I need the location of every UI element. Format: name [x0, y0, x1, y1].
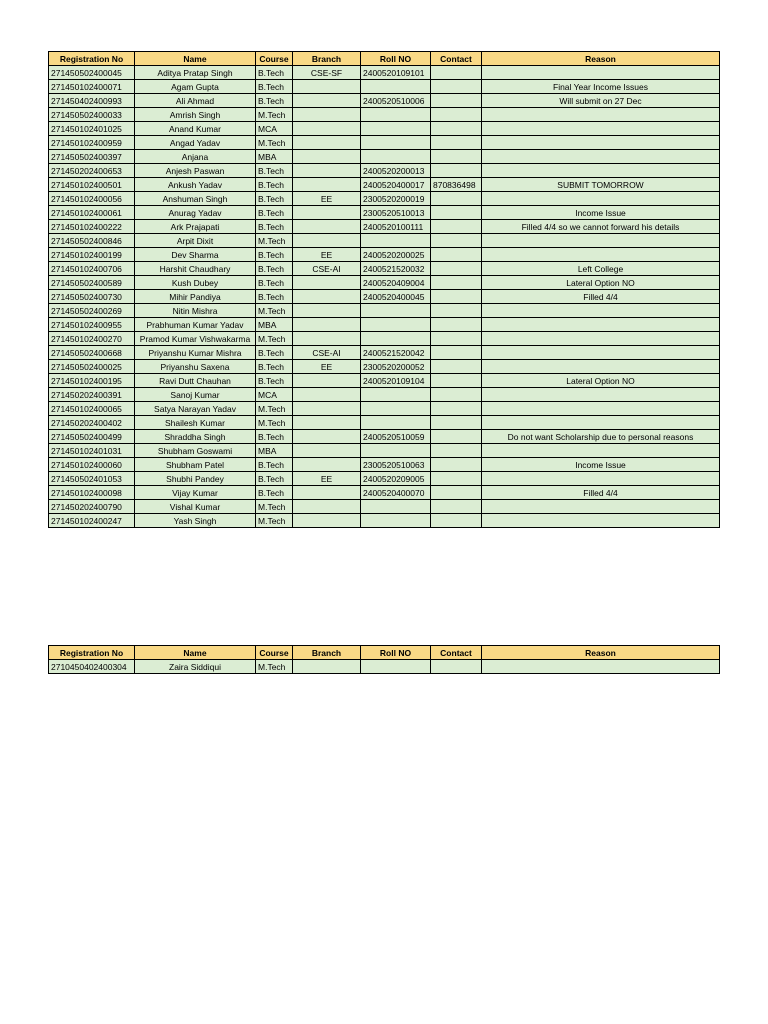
- cell-contact: [431, 458, 482, 472]
- table-row: [49, 262, 720, 276]
- cell-registration-no: 271450102400955: [49, 318, 135, 332]
- cell-contact: [431, 402, 482, 416]
- cell-registration-no: 271450102400222: [49, 220, 135, 234]
- cell-registration-no: 271450502400025: [49, 360, 135, 374]
- header-reason: Reason: [482, 52, 720, 66]
- table-row: [49, 150, 720, 164]
- cell-registration-no: 271450102400060: [49, 458, 135, 472]
- cell-name: Ankush Yadav: [135, 178, 256, 192]
- cell-reason: [482, 150, 720, 164]
- cell-name: Nitin Mishra: [135, 304, 256, 318]
- table-row: [49, 178, 720, 192]
- cell-registration-no: 271450202400790: [49, 500, 135, 514]
- cell-roll-no: 2400520510006: [361, 94, 431, 108]
- cell-roll-no: [361, 108, 431, 122]
- table-row: [49, 108, 720, 122]
- cell-reason: [482, 66, 720, 80]
- cell-branch: [293, 514, 361, 528]
- table-row: [49, 248, 720, 262]
- cell-name: Anjesh Paswan: [135, 164, 256, 178]
- cell-roll-no: [361, 332, 431, 346]
- cell-name: Shraddha Singh: [135, 430, 256, 444]
- cell-registration-no: 271450102400270: [49, 332, 135, 346]
- cell-branch: EE: [293, 360, 361, 374]
- cell-reason: Final Year Income Issues: [482, 80, 720, 94]
- cell-roll-no: 2400520200013: [361, 164, 431, 178]
- cell-course: B.Tech: [256, 430, 293, 444]
- cell-registration-no: 271450102400959: [49, 136, 135, 150]
- cell-name: Angad Yadav: [135, 136, 256, 150]
- cell-branch: [293, 500, 361, 514]
- table-row: [49, 276, 720, 290]
- cell-name: Prabhuman Kumar Yadav: [135, 318, 256, 332]
- cell-roll-no: 2400520510059: [361, 430, 431, 444]
- cell-course: M.Tech: [256, 500, 293, 514]
- header-name: Name: [135, 646, 256, 660]
- cell-reason: Will submit on 27 Dec: [482, 94, 720, 108]
- cell-registration-no: 271450102400195: [49, 374, 135, 388]
- cell-registration-no: 271450502400033: [49, 108, 135, 122]
- table-row: [49, 332, 720, 346]
- cell-name: Ali Ahmad: [135, 94, 256, 108]
- cell-registration-no: 271450102401031: [49, 444, 135, 458]
- cell-branch: [293, 660, 361, 674]
- cell-course: B.Tech: [256, 360, 293, 374]
- cell-course: MBA: [256, 150, 293, 164]
- cell-course: M.Tech: [256, 660, 293, 674]
- cell-roll-no: [361, 318, 431, 332]
- cell-roll-no: 2400520100111: [361, 220, 431, 234]
- table-row: [49, 304, 720, 318]
- cell-branch: [293, 164, 361, 178]
- cell-course: B.Tech: [256, 248, 293, 262]
- cell-reason: [482, 108, 720, 122]
- cell-registration-no: 271450502400730: [49, 290, 135, 304]
- cell-contact: [431, 486, 482, 500]
- table-row: [49, 430, 720, 444]
- table-row: [49, 80, 720, 94]
- cell-name: Mihir Pandiya: [135, 290, 256, 304]
- cell-reason: Income Issue: [482, 458, 720, 472]
- cell-roll-no: 2400521520042: [361, 346, 431, 360]
- cell-course: M.Tech: [256, 108, 293, 122]
- cell-branch: [293, 304, 361, 318]
- header-reason: Reason: [482, 646, 720, 660]
- cell-reason: Lateral Option NO: [482, 276, 720, 290]
- cell-branch: CSE-SF: [293, 66, 361, 80]
- cell-reason: [482, 500, 720, 514]
- cell-roll-no: 2400520209005: [361, 472, 431, 486]
- cell-branch: CSE-AI: [293, 346, 361, 360]
- table-row: [49, 444, 720, 458]
- cell-contact: [431, 192, 482, 206]
- cell-registration-no: 271450102400061: [49, 206, 135, 220]
- cell-contact: [431, 234, 482, 248]
- cell-contact: [431, 374, 482, 388]
- cell-branch: [293, 486, 361, 500]
- table-body: [49, 660, 720, 674]
- cell-course: MCA: [256, 388, 293, 402]
- cell-course: M.Tech: [256, 514, 293, 528]
- table-row: [49, 220, 720, 234]
- cell-name: Anjana: [135, 150, 256, 164]
- cell-name: Anurag Yadav: [135, 206, 256, 220]
- cell-contact: [431, 122, 482, 136]
- cell-contact: [431, 472, 482, 486]
- cell-reason: [482, 304, 720, 318]
- cell-branch: [293, 332, 361, 346]
- cell-roll-no: [361, 136, 431, 150]
- cell-course: B.Tech: [256, 374, 293, 388]
- cell-roll-no: 2300520200052: [361, 360, 431, 374]
- header-roll-no: Roll NO: [361, 52, 431, 66]
- cell-name: Anshuman Singh: [135, 192, 256, 206]
- cell-registration-no: 271450102400071: [49, 80, 135, 94]
- cell-registration-no: 271450202400402: [49, 416, 135, 430]
- cell-roll-no: [361, 122, 431, 136]
- cell-reason: Filled 4/4: [482, 486, 720, 500]
- cell-course: B.Tech: [256, 486, 293, 500]
- table-row: [49, 66, 720, 80]
- cell-name: Kush Dubey: [135, 276, 256, 290]
- cell-course: M.Tech: [256, 416, 293, 430]
- cell-registration-no: 271450502400589: [49, 276, 135, 290]
- cell-reason: [482, 402, 720, 416]
- header-contact: Contact: [431, 52, 482, 66]
- table-header-row: [49, 646, 720, 660]
- header-contact: Contact: [431, 646, 482, 660]
- cell-contact: [431, 304, 482, 318]
- cell-course: B.Tech: [256, 262, 293, 276]
- cell-reason: [482, 248, 720, 262]
- cell-branch: [293, 220, 361, 234]
- cell-name: Shubhi Pandey: [135, 472, 256, 486]
- table-row: [49, 388, 720, 402]
- cell-course: MBA: [256, 444, 293, 458]
- table-row: [49, 402, 720, 416]
- cell-roll-no: [361, 402, 431, 416]
- cell-contact: [431, 164, 482, 178]
- cell-contact: [431, 500, 482, 514]
- cell-registration-no: 271450102400199: [49, 248, 135, 262]
- cell-contact: [431, 248, 482, 262]
- cell-branch: [293, 444, 361, 458]
- cell-name: Shubham Patel: [135, 458, 256, 472]
- cell-name: Vishal Kumar: [135, 500, 256, 514]
- cell-roll-no: [361, 514, 431, 528]
- cell-course: MBA: [256, 318, 293, 332]
- cell-branch: [293, 136, 361, 150]
- cell-branch: [293, 374, 361, 388]
- cell-roll-no: 2400521520032: [361, 262, 431, 276]
- cell-registration-no: 271450502400668: [49, 346, 135, 360]
- header-registration-no: Registration No: [49, 646, 135, 660]
- table-row: [49, 416, 720, 430]
- table-row: [49, 136, 720, 150]
- cell-contact: [431, 430, 482, 444]
- cell-name: Aditya Pratap Singh: [135, 66, 256, 80]
- cell-course: B.Tech: [256, 80, 293, 94]
- cell-name: Pramod Kumar Vishwakarma: [135, 332, 256, 346]
- table-row: [49, 94, 720, 108]
- cell-name: Amrish Singh: [135, 108, 256, 122]
- cell-course: M.Tech: [256, 304, 293, 318]
- cell-reason: [482, 660, 720, 674]
- cell-reason: Filled 4/4: [482, 290, 720, 304]
- cell-contact: [431, 80, 482, 94]
- cell-reason: [482, 416, 720, 430]
- cell-name: Priyanshu Kumar Mishra: [135, 346, 256, 360]
- cell-branch: EE: [293, 192, 361, 206]
- table-row: [49, 206, 720, 220]
- cell-roll-no: 2400520109101: [361, 66, 431, 80]
- cell-course: B.Tech: [256, 472, 293, 486]
- cell-registration-no: 271450502400269: [49, 304, 135, 318]
- cell-branch: CSE-AI: [293, 262, 361, 276]
- cell-course: B.Tech: [256, 346, 293, 360]
- cell-contact: [431, 220, 482, 234]
- student-table: [48, 51, 720, 528]
- cell-branch: [293, 234, 361, 248]
- cell-roll-no: 2400520109104: [361, 374, 431, 388]
- cell-roll-no: 2400520200025: [361, 248, 431, 262]
- table-header-row: [49, 52, 720, 66]
- table-row: [49, 164, 720, 178]
- cell-reason: Filled 4/4 so we cannot forward his details: [482, 220, 720, 234]
- cell-contact: [431, 136, 482, 150]
- second-student-table: [48, 645, 720, 674]
- cell-reason: Left College: [482, 262, 720, 276]
- cell-registration-no: 271450502400397: [49, 150, 135, 164]
- cell-registration-no: 271450102400056: [49, 192, 135, 206]
- cell-contact: [431, 66, 482, 80]
- cell-registration-no: 271450202400653: [49, 164, 135, 178]
- cell-roll-no: 2300520200019: [361, 192, 431, 206]
- table-row: [49, 290, 720, 304]
- cell-course: M.Tech: [256, 136, 293, 150]
- cell-registration-no: 271450502400846: [49, 234, 135, 248]
- cell-roll-no: [361, 80, 431, 94]
- cell-contact: [431, 332, 482, 346]
- cell-registration-no: 271450502400045: [49, 66, 135, 80]
- cell-reason: [482, 192, 720, 206]
- header-course: Course: [256, 646, 293, 660]
- cell-roll-no: 2400520400070: [361, 486, 431, 500]
- header-name: Name: [135, 52, 256, 66]
- cell-branch: [293, 150, 361, 164]
- cell-branch: [293, 416, 361, 430]
- cell-contact: [431, 346, 482, 360]
- cell-registration-no: 271450102400098: [49, 486, 135, 500]
- header-roll-no: Roll NO: [361, 646, 431, 660]
- table-row: [49, 660, 720, 674]
- cell-reason: [482, 136, 720, 150]
- cell-reason: [482, 164, 720, 178]
- cell-contact: 870836498: [431, 178, 482, 192]
- table-body: [49, 66, 720, 528]
- table-row: [49, 360, 720, 374]
- cell-course: B.Tech: [256, 206, 293, 220]
- cell-reason: [482, 472, 720, 486]
- cell-contact: [431, 360, 482, 374]
- cell-roll-no: [361, 150, 431, 164]
- header-registration-no: Registration No: [49, 52, 135, 66]
- cell-contact: [431, 276, 482, 290]
- cell-course: B.Tech: [256, 290, 293, 304]
- header-branch: Branch: [293, 52, 361, 66]
- cell-registration-no: 271450502401053: [49, 472, 135, 486]
- cell-registration-no: 271450102400706: [49, 262, 135, 276]
- table-row: [49, 500, 720, 514]
- cell-reason: [482, 318, 720, 332]
- cell-branch: [293, 122, 361, 136]
- table-row: [49, 374, 720, 388]
- cell-name: Sanoj Kumar: [135, 388, 256, 402]
- cell-reason: [482, 444, 720, 458]
- cell-contact: [431, 94, 482, 108]
- cell-branch: [293, 402, 361, 416]
- cell-contact: [431, 514, 482, 528]
- cell-branch: EE: [293, 472, 361, 486]
- cell-branch: [293, 388, 361, 402]
- cell-name: Shailesh Kumar: [135, 416, 256, 430]
- cell-reason: Do not want Scholarship due to personal reasons: [482, 430, 720, 444]
- table-row: [49, 122, 720, 136]
- cell-name: Priyanshu Saxena: [135, 360, 256, 374]
- cell-contact: [431, 660, 482, 674]
- cell-reason: [482, 122, 720, 136]
- cell-course: B.Tech: [256, 276, 293, 290]
- cell-course: B.Tech: [256, 458, 293, 472]
- cell-reason: [482, 234, 720, 248]
- cell-registration-no: 271450102400065: [49, 402, 135, 416]
- cell-name: Agam Gupta: [135, 80, 256, 94]
- cell-contact: [431, 108, 482, 122]
- cell-registration-no: 271450102400247: [49, 514, 135, 528]
- cell-reason: [482, 360, 720, 374]
- cell-name: Yash Singh: [135, 514, 256, 528]
- cell-roll-no: 2400520400017: [361, 178, 431, 192]
- cell-course: B.Tech: [256, 66, 293, 80]
- cell-contact: [431, 444, 482, 458]
- cell-reason: [482, 514, 720, 528]
- cell-contact: [431, 262, 482, 276]
- cell-name: Shubham Goswami: [135, 444, 256, 458]
- cell-registration-no: 271450402400993: [49, 94, 135, 108]
- cell-branch: [293, 178, 361, 192]
- cell-reason: [482, 388, 720, 402]
- cell-registration-no: 271450102401025: [49, 122, 135, 136]
- cell-course: B.Tech: [256, 220, 293, 234]
- cell-roll-no: 2300520510013: [361, 206, 431, 220]
- cell-contact: [431, 416, 482, 430]
- cell-branch: [293, 80, 361, 94]
- cell-contact: [431, 388, 482, 402]
- cell-name: Anand Kumar: [135, 122, 256, 136]
- cell-reason: Income Issue: [482, 206, 720, 220]
- cell-roll-no: [361, 500, 431, 514]
- table-row: [49, 346, 720, 360]
- cell-name: Dev Sharma: [135, 248, 256, 262]
- cell-course: B.Tech: [256, 94, 293, 108]
- cell-contact: [431, 290, 482, 304]
- cell-roll-no: [361, 388, 431, 402]
- cell-registration-no: 271450502400499: [49, 430, 135, 444]
- header-course: Course: [256, 52, 293, 66]
- cell-branch: [293, 276, 361, 290]
- cell-branch: [293, 290, 361, 304]
- cell-roll-no: [361, 660, 431, 674]
- cell-course: B.Tech: [256, 178, 293, 192]
- cell-branch: [293, 458, 361, 472]
- cell-registration-no: 2710450402400304: [49, 660, 135, 674]
- cell-reason: [482, 346, 720, 360]
- cell-contact: [431, 318, 482, 332]
- cell-branch: EE: [293, 248, 361, 262]
- header-branch: Branch: [293, 646, 361, 660]
- cell-roll-no: 2400520409004: [361, 276, 431, 290]
- cell-name: Zaira Siddiqui: [135, 660, 256, 674]
- cell-name: Vijay Kumar: [135, 486, 256, 500]
- cell-name: Satya Narayan Yadav: [135, 402, 256, 416]
- cell-branch: [293, 94, 361, 108]
- cell-roll-no: [361, 444, 431, 458]
- cell-roll-no: 2300520510063: [361, 458, 431, 472]
- cell-name: Ark Prajapati: [135, 220, 256, 234]
- table-row: [49, 514, 720, 528]
- table-row: [49, 234, 720, 248]
- cell-course: M.Tech: [256, 402, 293, 416]
- cell-reason: Lateral Option NO: [482, 374, 720, 388]
- cell-name: Arpit Dixit: [135, 234, 256, 248]
- cell-roll-no: [361, 416, 431, 430]
- cell-contact: [431, 150, 482, 164]
- cell-name: Ravi Dutt Chauhan: [135, 374, 256, 388]
- cell-course: B.Tech: [256, 164, 293, 178]
- cell-roll-no: [361, 304, 431, 318]
- cell-name: Harshit Chaudhary: [135, 262, 256, 276]
- cell-branch: [293, 206, 361, 220]
- cell-course: MCA: [256, 122, 293, 136]
- cell-branch: [293, 108, 361, 122]
- table-row: [49, 472, 720, 486]
- cell-branch: [293, 318, 361, 332]
- cell-course: B.Tech: [256, 192, 293, 206]
- table-row: [49, 486, 720, 500]
- cell-contact: [431, 206, 482, 220]
- cell-reason: SUBMIT TOMORROW: [482, 178, 720, 192]
- cell-course: M.Tech: [256, 332, 293, 346]
- cell-registration-no: 271450102400501: [49, 178, 135, 192]
- cell-roll-no: 2400520400045: [361, 290, 431, 304]
- table-row: [49, 318, 720, 332]
- cell-branch: [293, 430, 361, 444]
- cell-course: M.Tech: [256, 234, 293, 248]
- table-row: [49, 458, 720, 472]
- cell-registration-no: 271450202400391: [49, 388, 135, 402]
- cell-roll-no: [361, 234, 431, 248]
- cell-reason: [482, 332, 720, 346]
- table-row: [49, 192, 720, 206]
